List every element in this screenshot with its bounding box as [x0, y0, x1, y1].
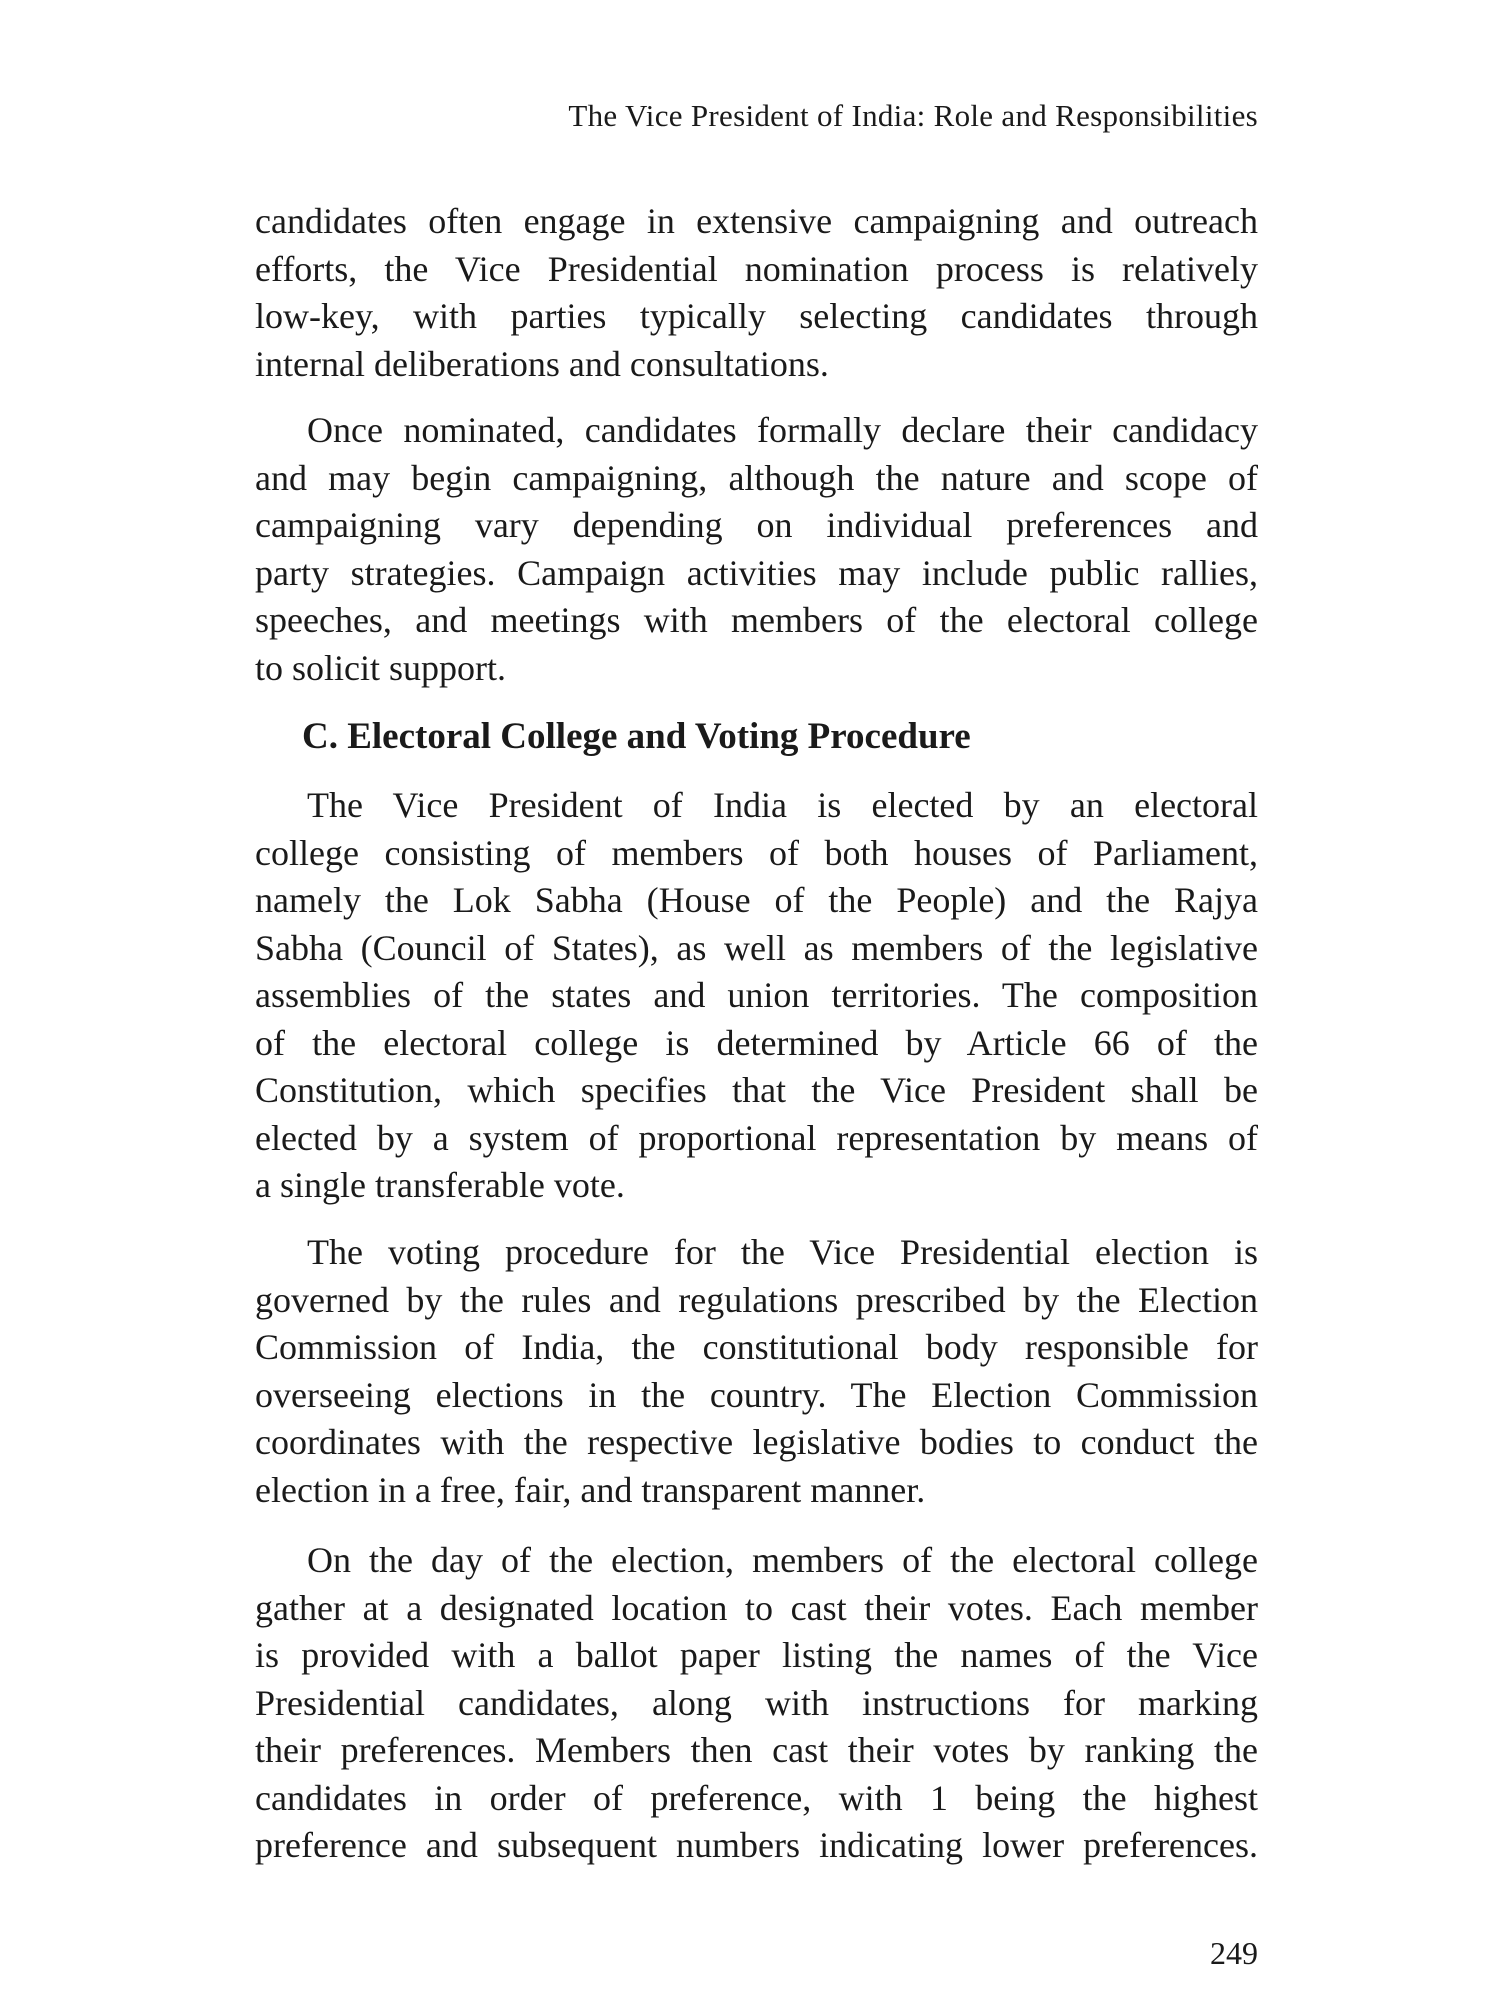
paragraph-continuation: [255, 198, 1258, 388]
page-number: 249: [1210, 1935, 1258, 1971]
text-line: assemblies of the states and union territories. The composition: [255, 975, 1258, 1015]
paragraph-election-day: [255, 1537, 1258, 1870]
text-line: elected by a system of proportional representation by means of: [255, 1117, 1258, 1158]
text-line: candidates often engage in extensive campaigning and outreach: [255, 201, 1258, 241]
text-line: The Vice President of India is elected by an electoral: [307, 785, 1258, 825]
running-head: The Vice President of India: Role and Responsibilities: [568, 98, 1258, 133]
text-line: Once nominated, candidates formally declare their candidacy: [307, 410, 1258, 450]
text-line: gather at a designated location to cast their votes. Each member: [255, 1587, 1258, 1628]
text-line: college consisting of members of both houses of Parliament,: [255, 832, 1258, 873]
section-heading: C. Electoral College and Voting Procedure: [302, 716, 971, 757]
text-line: party strategies. Campaign activities may include public rallies,: [255, 552, 1258, 593]
text-line: speeches, and meetings with members of the electoral college: [255, 600, 1258, 640]
text-line: low-key, with parties typically selecting candidates through: [255, 296, 1258, 336]
text-line: candidates in order of preference, with 1 being the highest: [255, 1777, 1258, 1818]
text-line: their preferences. Members then cast their votes by ranking the: [255, 1730, 1258, 1770]
text-line: coordinates with the respective legislative bodies to conduct the: [255, 1422, 1258, 1462]
text-line: a single transferable vote.: [255, 1165, 625, 1205]
text-line: Presidential candidates, along with instructions for marking: [255, 1682, 1258, 1723]
text-line: Sabha (Council of States), as well as members of the legislative: [255, 927, 1258, 968]
text-line: On the day of the election, members of the electoral college: [307, 1540, 1258, 1580]
text-line: governed by the rules and regulations prescribed by the Election: [255, 1279, 1258, 1320]
text-line: preference and subsequent numbers indicating lower preferences.: [255, 1825, 1258, 1865]
text-line: overseeing elections in the country. The Election Commission: [255, 1374, 1258, 1415]
text-line: internal deliberations and consultations.: [255, 343, 829, 384]
text-line: Commission of India, the constitutional body responsible for: [255, 1327, 1258, 1367]
text-line: The voting procedure for the Vice Presidential election is: [307, 1232, 1258, 1272]
text-line: is provided with a ballot paper listing the names of the Vice: [255, 1635, 1258, 1675]
text-line: of the electoral college is determined by Article 66 of the: [255, 1022, 1258, 1063]
paragraph-electoral-college: [255, 782, 1258, 1210]
text-line: efforts, the Vice Presidential nomination process is relatively: [255, 248, 1258, 289]
paragraph-voting-procedure: [255, 1229, 1258, 1514]
text-line: Constitution, which specifies that the Vice President shall be: [255, 1070, 1258, 1110]
text-line: namely the Lok Sabha (House of the People) and the Rajya: [255, 880, 1258, 920]
text-line: campaigning vary depending on individual preferences and: [255, 505, 1258, 545]
text-line: election in a free, fair, and transparent manner.: [255, 1469, 926, 1510]
paragraph-nomination: [255, 407, 1258, 692]
text-line: to solicit support.: [255, 647, 506, 688]
text-line: and may begin campaigning, although the nature and scope of: [255, 457, 1258, 498]
